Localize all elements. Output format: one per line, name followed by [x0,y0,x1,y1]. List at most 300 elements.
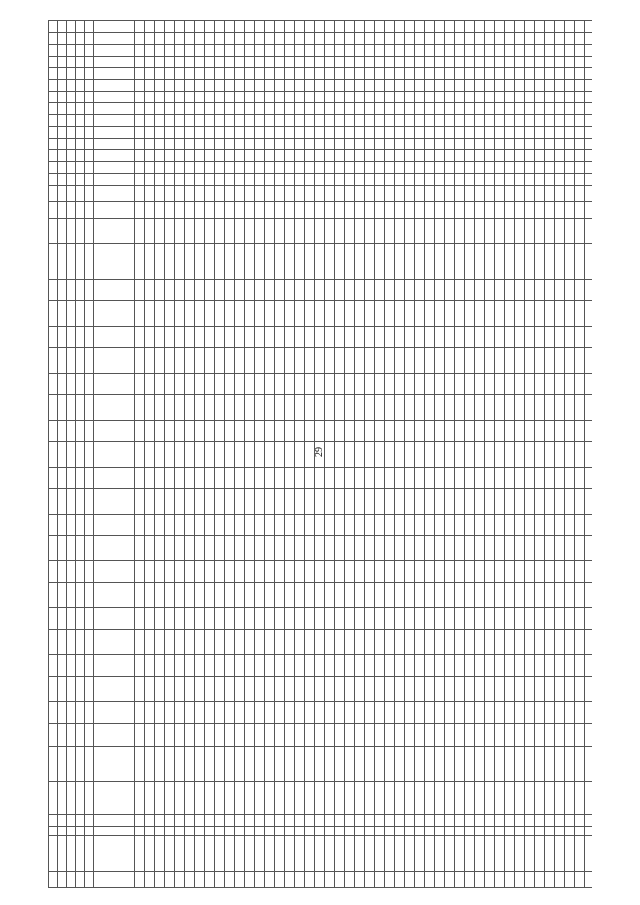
table-cell [575,815,585,827]
table-cell [505,150,515,162]
table-cell [345,561,355,582]
table-cell [155,44,165,56]
table-cell [495,56,505,68]
table-cell [445,561,455,582]
header-cell [67,150,76,162]
table-cell [405,702,415,723]
table-cell [235,535,245,561]
table-cell [175,33,185,45]
table-cell [165,68,175,80]
table-cell [265,33,275,45]
header-cell [94,21,135,33]
table-cell [415,347,425,373]
table-cell [305,582,315,608]
header-cell [76,676,85,702]
header-cell [85,33,94,45]
table-row [385,21,395,888]
table-cell [505,441,515,467]
table-cell [365,582,375,608]
header-cell [49,138,58,150]
header-cell [58,561,67,582]
table-cell [575,326,585,347]
table-cell [295,723,305,746]
table-cell [485,676,495,702]
table-cell [245,655,255,676]
table-cell [285,21,295,33]
table-cell [405,676,415,702]
table-cell [355,836,365,871]
table-cell [535,244,545,279]
table-cell [305,747,315,782]
header-cell [76,244,85,279]
header-cell [76,80,85,92]
table-cell [485,103,495,115]
table-cell [495,826,505,835]
table-cell [285,300,295,326]
table-cell [145,373,155,394]
table-cell [445,173,455,185]
table-row [225,21,235,888]
table-cell [165,441,175,467]
table-cell [495,655,505,676]
table-cell [475,68,485,80]
table-cell [525,347,535,373]
table-cell [455,91,465,103]
header-cell [94,300,135,326]
table-row [435,21,445,888]
header-cell [67,173,76,185]
table-cell [185,218,195,244]
table-cell [565,56,575,68]
table-cell [425,185,435,201]
table-cell [305,420,315,441]
table-cell [135,836,145,871]
table-cell [575,44,585,56]
table-cell [175,826,185,835]
table-cell [375,467,385,488]
table-cell [575,561,585,582]
table-cell [285,33,295,45]
table-cell [425,56,435,68]
table-cell [265,173,275,185]
table-cell [155,782,165,815]
table-cell [195,56,205,68]
table-cell [255,702,265,723]
table-cell [295,150,305,162]
table-cell [395,826,405,835]
table-cell [475,300,485,326]
table-cell [315,514,325,535]
header-cell [76,655,85,676]
table-cell [585,202,593,218]
header-cell [58,535,67,561]
table-cell [245,150,255,162]
table-cell [155,514,165,535]
table-cell [455,441,465,467]
table-cell [485,747,495,782]
table-cell [525,115,535,127]
table-cell [245,723,255,746]
table-cell [535,535,545,561]
table-cell [155,747,165,782]
table-cell [395,488,405,514]
table-cell [275,326,285,347]
header-cell [49,56,58,68]
table-cell [375,394,385,420]
table-cell [185,394,195,420]
table-cell [205,488,215,514]
table-row [335,21,345,888]
table-cell [295,185,305,201]
table-cell [385,21,395,33]
table-cell [185,702,195,723]
table-cell [325,244,335,279]
table-cell [565,702,575,723]
header-cell [76,373,85,394]
table-cell [485,33,495,45]
table-cell [415,91,425,103]
table-cell [385,185,395,201]
header-cell [76,279,85,300]
table-cell [165,173,175,185]
header-cell [94,162,135,174]
table-row [315,21,325,888]
header-cell [67,488,76,514]
header-cell [94,33,135,45]
header-cell [85,608,94,629]
table-cell [555,33,565,45]
table-cell [455,103,465,115]
table-cell [575,138,585,150]
header-cell [58,80,67,92]
table-cell [565,202,575,218]
header-cell [76,582,85,608]
table-cell [585,138,593,150]
table-cell [345,103,355,115]
table-cell [395,44,405,56]
table-cell [445,723,455,746]
table-cell [525,68,535,80]
table-cell [255,150,265,162]
table-cell [585,326,593,347]
table-cell [205,115,215,127]
table-cell [305,655,315,676]
table-cell [355,535,365,561]
table-cell [455,420,465,441]
table-cell [285,514,295,535]
table-cell [255,871,265,887]
table-cell [325,676,335,702]
table-cell [305,56,315,68]
table-cell [485,173,495,185]
table-cell [425,441,435,467]
table-cell [345,608,355,629]
table-cell [355,815,365,827]
header-cell [67,80,76,92]
table-cell [205,33,215,45]
table-cell [195,173,205,185]
table-cell [335,150,345,162]
header-cell [58,300,67,326]
table-cell [265,91,275,103]
table-cell [405,173,415,185]
table-cell [225,162,235,174]
table-cell [275,514,285,535]
table-cell [435,514,445,535]
table-cell [295,702,305,723]
table-cell [305,80,315,92]
table-cell [525,420,535,441]
table-cell [475,150,485,162]
table-cell [295,126,305,138]
table-cell [365,420,375,441]
table-cell [145,782,155,815]
header-cell [76,33,85,45]
table-cell [255,326,265,347]
table-cell [445,815,455,827]
table-cell [355,582,365,608]
header-cell [67,467,76,488]
table-cell [245,162,255,174]
table-cell [255,394,265,420]
table-cell [155,535,165,561]
table-cell [445,782,455,815]
table-cell [565,44,575,56]
rotated-table-sheet [48,20,592,888]
table-cell [335,33,345,45]
table-cell [145,723,155,746]
table-cell [285,702,295,723]
table-cell [405,218,415,244]
table-cell [165,394,175,420]
table-cell [495,629,505,655]
table-cell [375,115,385,127]
table-cell [205,514,215,535]
header-cell [85,138,94,150]
table-cell [305,33,315,45]
header-cell [94,279,135,300]
table-cell [255,115,265,127]
table-cell [325,836,335,871]
table-cell [495,420,505,441]
table-cell [435,420,445,441]
table-cell [485,56,495,68]
table-cell [475,441,485,467]
table-cell [225,629,235,655]
table-cell [445,162,455,174]
table-cell [345,218,355,244]
table-cell [135,126,145,138]
table-cell [465,655,475,676]
table-cell [455,138,465,150]
table-cell [315,56,325,68]
table-row [155,21,165,888]
table-cell [465,150,475,162]
table-cell [225,782,235,815]
table-cell [315,126,325,138]
table-cell [535,80,545,92]
table-cell [295,467,305,488]
table-cell [135,723,145,746]
table-cell [135,629,145,655]
table-cell [295,815,305,827]
table-row [585,21,593,888]
table-cell [495,138,505,150]
table-cell [415,535,425,561]
table-cell [385,373,395,394]
table-cell [175,150,185,162]
table-cell [565,394,575,420]
table-cell [495,244,505,279]
table-cell [425,91,435,103]
table-cell [315,91,325,103]
header-cell [49,103,58,115]
table-cell [465,326,475,347]
table-cell [545,535,555,561]
table-cell [165,244,175,279]
table-cell [465,279,475,300]
table-cell [425,21,435,33]
table-cell [435,702,445,723]
table-cell [465,535,475,561]
table-cell [275,782,285,815]
table-cell [205,826,215,835]
table-cell [135,150,145,162]
table-cell [275,676,285,702]
table-cell [345,836,355,871]
table-cell [255,467,265,488]
table-cell [575,394,585,420]
table-cell [185,347,195,373]
table-cell [475,185,485,201]
header-cell [76,826,85,835]
table-cell [315,629,325,655]
table-cell [285,815,295,827]
table-cell [575,655,585,676]
header-cell [67,138,76,150]
table-cell [135,115,145,127]
header-cell [85,629,94,655]
table-cell [355,467,365,488]
table-cell [185,150,195,162]
table-cell [185,535,195,561]
table-cell [415,420,425,441]
table-cell [585,126,593,138]
header-cell [67,676,76,702]
table-cell [515,347,525,373]
table-cell [535,185,545,201]
table-cell [395,244,405,279]
table-cell [145,871,155,887]
table-cell [375,815,385,827]
table-cell [485,162,495,174]
table-cell [435,582,445,608]
header-cell [76,747,85,782]
table-cell [195,826,205,835]
table-cell [415,815,425,827]
table-cell [285,44,295,56]
header-cell [67,561,76,582]
table-cell [465,33,475,45]
table-cell [535,467,545,488]
table-cell [435,488,445,514]
table-cell [585,218,593,244]
table-cell [285,150,295,162]
table-cell [365,300,375,326]
table-cell [485,80,495,92]
table-cell [505,561,515,582]
table-cell [405,747,415,782]
table-cell [445,488,455,514]
table-cell [485,782,495,815]
table-cell [435,185,445,201]
table-cell [285,676,295,702]
table-cell [555,420,565,441]
table-cell [195,702,205,723]
table-cell [415,747,425,782]
table-cell [195,488,205,514]
header-cell [76,514,85,535]
table-cell [415,162,425,174]
table-cell [245,185,255,201]
header-cell [94,420,135,441]
table-cell [395,836,405,871]
table-cell [155,420,165,441]
table-cell [515,582,525,608]
table-cell [275,173,285,185]
table-cell [135,535,145,561]
table-cell [225,218,235,244]
header-cell [67,44,76,56]
table-cell [545,21,555,33]
table-cell [405,655,415,676]
table-cell [415,33,425,45]
table-cell [345,44,355,56]
table-cell [275,488,285,514]
table-cell [415,326,425,347]
table-cell [335,871,345,887]
table-cell [585,33,593,45]
table-cell [575,115,585,127]
header-cell [49,747,58,782]
table-cell [555,747,565,782]
header-cell [94,608,135,629]
table-cell [265,44,275,56]
table-cell [145,56,155,68]
table-cell [495,815,505,827]
table-cell [145,202,155,218]
table-cell [385,514,395,535]
table-cell [165,126,175,138]
table-cell [155,836,165,871]
header-cell [94,676,135,702]
table-cell [485,702,495,723]
table-cell [255,676,265,702]
table-cell [535,815,545,827]
table-cell [555,56,565,68]
table-cell [365,115,375,127]
table-cell [355,279,365,300]
header-cell [85,347,94,373]
table-cell [305,347,315,373]
table-cell [135,21,145,33]
table-cell [285,218,295,244]
table-cell [495,871,505,887]
table-cell [205,836,215,871]
table-cell [225,441,235,467]
table-cell [165,115,175,127]
table-cell [585,373,593,394]
